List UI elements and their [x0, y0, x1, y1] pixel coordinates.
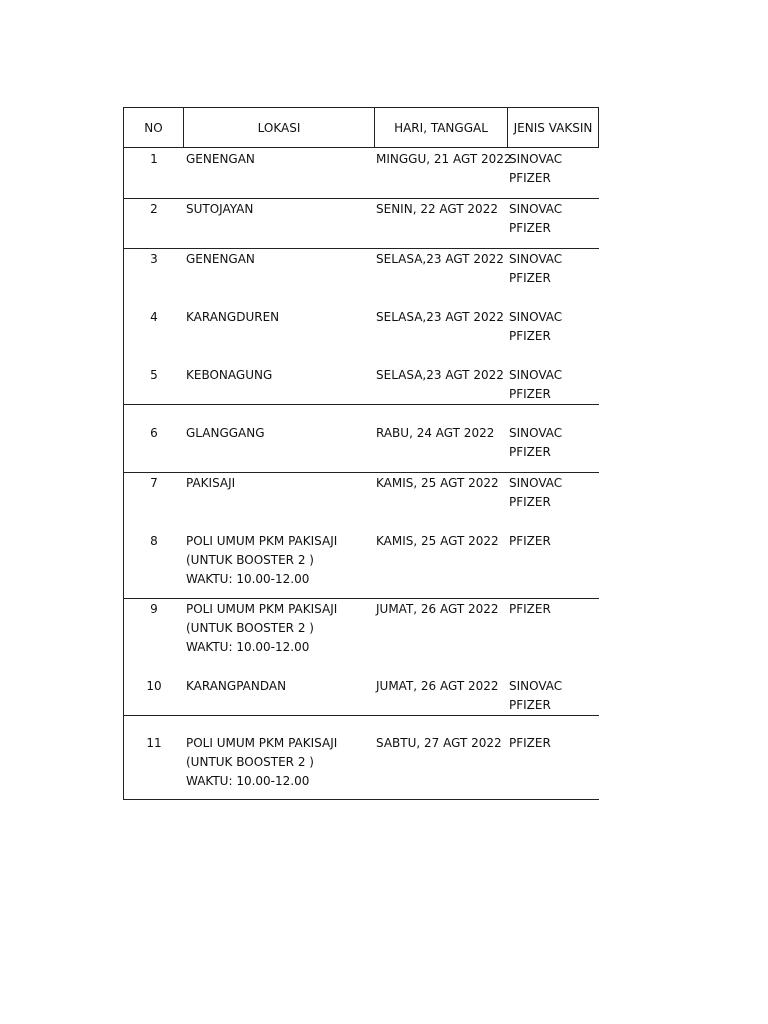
cell-hari-tanggal: RABU, 24 AGT 2022	[376, 426, 495, 440]
cell-no: 8	[150, 534, 158, 548]
cell-hari-tanggal: JUMAT, 26 AGT 2022	[376, 602, 499, 616]
row-group	[124, 405, 599, 473]
table-row	[124, 250, 599, 288]
cell-hari-tanggal: SELASA,23 AGT 2022	[376, 310, 504, 324]
table-row	[124, 600, 599, 657]
cell-jenis-vaksin-line: PFIZER	[509, 534, 551, 548]
cell-jenis-vaksin	[508, 308, 599, 346]
cell-jenis-vaksin	[508, 677, 599, 715]
cell-jenis-vaksin	[508, 366, 599, 404]
cell-lokasi	[184, 474, 375, 512]
cell-jenis-vaksin	[508, 200, 599, 238]
cell-jenis-vaksin	[508, 474, 599, 512]
cell-no: 7	[150, 476, 158, 490]
cell-lokasi-line: GENENGAN	[186, 152, 255, 166]
cell-lokasi-line: WAKTU: 10.00-12.00	[186, 572, 310, 586]
cell-lokasi-line: WAKTU: 10.00-12.00	[186, 640, 310, 654]
cell-lokasi	[184, 150, 375, 188]
cell-no: 2	[150, 202, 158, 216]
cell-jenis-vaksin-line: PFIZER	[509, 329, 551, 343]
table-row	[124, 734, 599, 791]
cell-hari-tanggal: SENIN, 22 AGT 2022	[376, 202, 498, 216]
cell-jenis-vaksin-line: SINOVAC	[509, 202, 563, 216]
cell-jenis-vaksin-line: PFIZER	[509, 271, 551, 285]
cell-jenis-vaksin	[508, 150, 599, 188]
cell-lokasi-line: POLI UMUM PKM PAKISAJI	[186, 534, 338, 548]
table-row	[124, 366, 599, 404]
header-lokasi: LOKASI	[184, 108, 375, 147]
vaccination-schedule-table	[123, 107, 599, 800]
cell-jenis-vaksin-line: SINOVAC	[509, 679, 563, 693]
cell-lokasi	[184, 366, 375, 404]
cell-jenis-vaksin-line: SINOVAC	[509, 426, 563, 440]
header-no: NO	[124, 108, 184, 147]
cell-jenis-vaksin-line: PFIZER	[509, 736, 551, 750]
header-jenis-vaksin: JENIS VAKSIN	[508, 108, 599, 147]
cell-lokasi-line: KARANGDUREN	[186, 310, 280, 324]
cell-hari-tanggal: SELASA,23 AGT 2022	[376, 368, 504, 382]
row-group	[124, 249, 599, 405]
row-group	[124, 716, 599, 800]
cell-no: 10	[146, 679, 162, 693]
cell-no: 6	[150, 426, 158, 440]
cell-lokasi-line: POLI UMUM PKM PAKISAJI	[186, 602, 338, 616]
cell-lokasi-line: KEBONAGUNG	[186, 368, 273, 382]
cell-hari-tanggal: MINGGU, 21 AGT 2022	[376, 152, 512, 166]
cell-jenis-vaksin-line: SINOVAC	[509, 368, 563, 382]
cell-hari-tanggal: KAMIS, 25 AGT 2022	[376, 476, 499, 490]
cell-jenis-vaksin-line: PFIZER	[509, 495, 551, 509]
cell-lokasi	[184, 200, 375, 238]
cell-jenis-vaksin-line: PFIZER	[509, 698, 551, 712]
cell-jenis-vaksin	[508, 424, 599, 462]
cell-jenis-vaksin-line: SINOVAC	[509, 476, 563, 490]
header-hari-tanggal: HARI, TANGGAL	[375, 108, 508, 147]
cell-lokasi	[184, 532, 375, 589]
cell-jenis-vaksin-line: PFIZER	[509, 387, 551, 401]
cell-hari-tanggal: SELASA,23 AGT 2022	[376, 252, 504, 266]
cell-jenis-vaksin	[508, 250, 599, 288]
cell-lokasi-line: GLANGGANG	[186, 426, 265, 440]
table-row	[124, 200, 599, 238]
cell-jenis-vaksin-line: SINOVAC	[509, 252, 563, 266]
cell-lokasi	[184, 600, 375, 657]
cell-lokasi	[184, 677, 375, 715]
cell-lokasi-line: PAKISAJI	[186, 476, 236, 490]
cell-no: 11	[146, 736, 162, 750]
table-body	[124, 148, 599, 800]
table-header-row	[124, 107, 599, 148]
cell-lokasi-line: WAKTU: 10.00-12.00	[186, 774, 310, 788]
cell-lokasi	[184, 250, 375, 288]
cell-jenis-vaksin-line: PFIZER	[509, 221, 551, 235]
cell-no: 4	[150, 310, 158, 324]
cell-no: 3	[150, 252, 158, 266]
row-group	[124, 473, 599, 599]
cell-jenis-vaksin-line: SINOVAC	[509, 152, 563, 166]
cell-lokasi-line: (UNTUK BOOSTER 2 )	[186, 621, 314, 635]
cell-lokasi	[184, 734, 375, 791]
cell-jenis-vaksin	[508, 734, 599, 791]
row-group	[124, 599, 599, 716]
table-row	[124, 424, 599, 462]
cell-lokasi	[184, 424, 375, 462]
cell-lokasi-line: (UNTUK BOOSTER 2 )	[186, 755, 314, 769]
cell-hari-tanggal: KAMIS, 25 AGT 2022	[376, 534, 499, 548]
table-row	[124, 308, 599, 346]
table-row	[124, 474, 599, 512]
row-group	[124, 148, 599, 199]
cell-jenis-vaksin	[508, 600, 599, 657]
cell-hari-tanggal: SABTU, 27 AGT 2022	[376, 736, 502, 750]
cell-jenis-vaksin-line: PFIZER	[509, 602, 551, 616]
cell-no: 5	[150, 368, 158, 382]
cell-lokasi-line: POLI UMUM PKM PAKISAJI	[186, 736, 338, 750]
table-row	[124, 532, 599, 589]
cell-no: 9	[150, 602, 158, 616]
cell-lokasi	[184, 308, 375, 346]
table-row	[124, 677, 599, 715]
cell-lokasi-line: (UNTUK BOOSTER 2 )	[186, 553, 314, 567]
cell-lokasi-line: SUTOJAYAN	[186, 202, 254, 216]
cell-jenis-vaksin-line: PFIZER	[509, 445, 551, 459]
row-group	[124, 199, 599, 249]
cell-jenis-vaksin	[508, 532, 599, 589]
cell-hari-tanggal: JUMAT, 26 AGT 2022	[376, 679, 499, 693]
cell-lokasi-line: GENENGAN	[186, 252, 255, 266]
table-row	[124, 150, 599, 188]
cell-lokasi-line: KARANGPANDAN	[186, 679, 287, 693]
cell-jenis-vaksin-line: PFIZER	[509, 171, 551, 185]
cell-no: 1	[150, 152, 158, 166]
cell-jenis-vaksin-line: SINOVAC	[509, 310, 563, 324]
